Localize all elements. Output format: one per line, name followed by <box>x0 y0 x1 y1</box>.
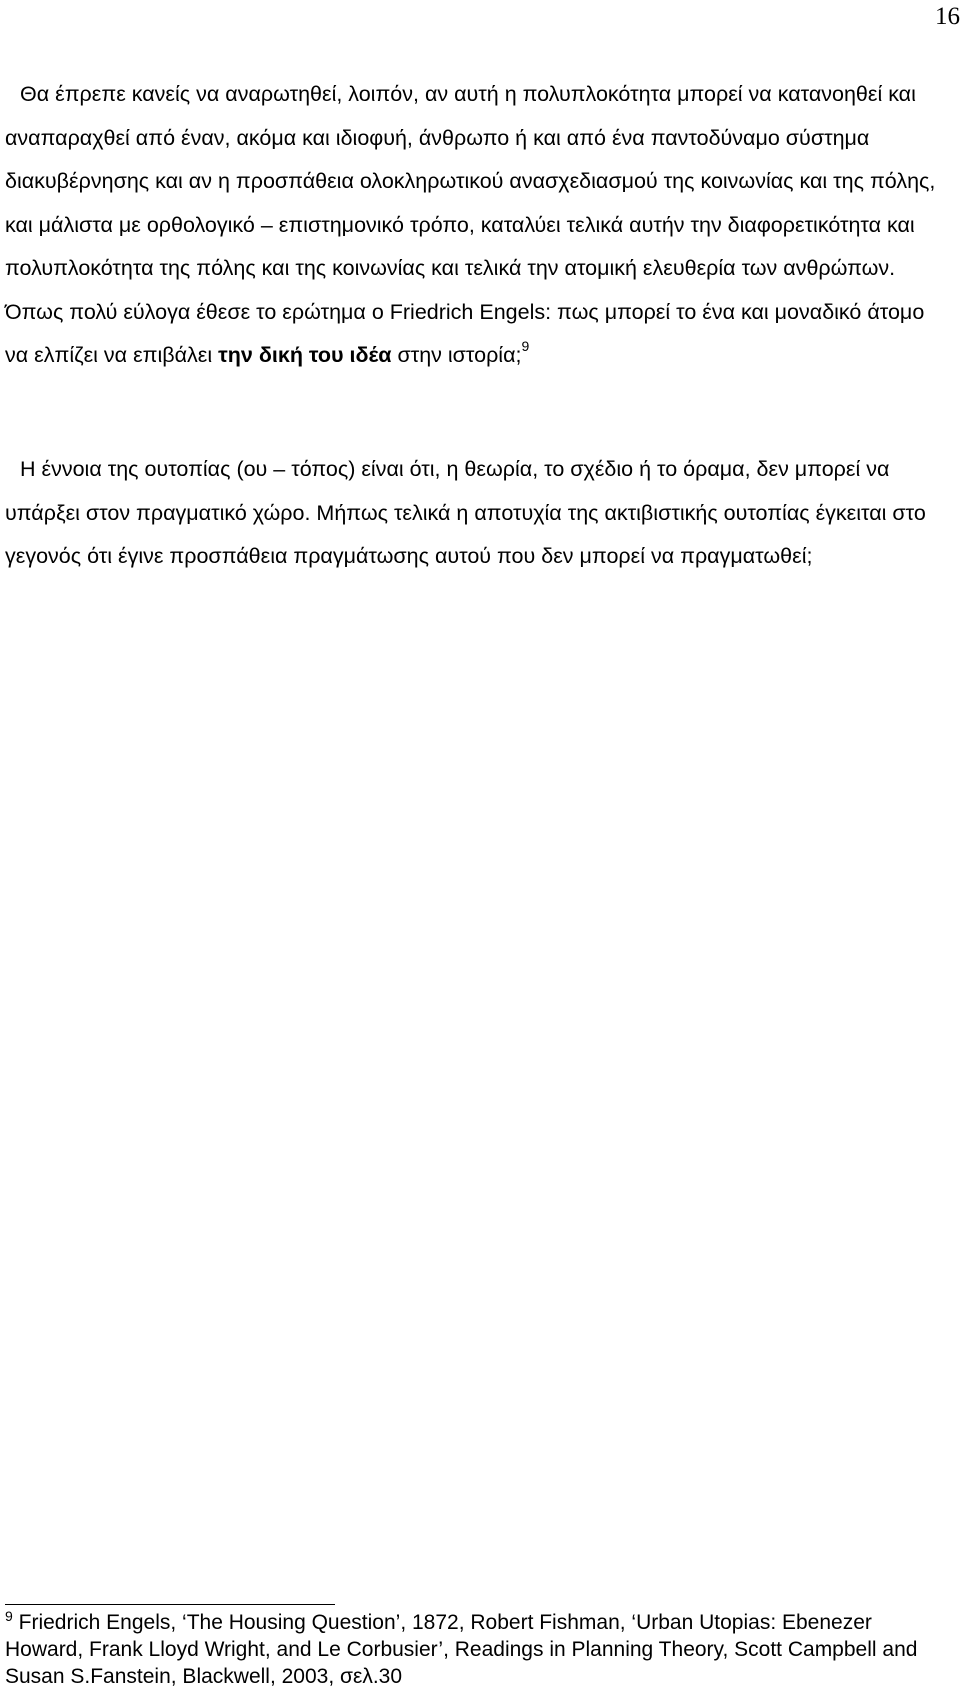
footnote <box>5 1609 955 1690</box>
paragraph-text-end: στην ιστορία; <box>391 343 522 367</box>
footnote-text: Friedrich Engels, ‘The Housing Question’, 1872, Robert Fishman, ‘Urban Utopias: Ebenezer Howard, Frank Lloyd Wright, and Le Corbusier’, Readings in Planning Theory, Scott Campbell and Susan S.Fanstein, Blackwell, 2003, σελ.30 <box>5 1611 918 1688</box>
footnote-reference[interactable]: 9 <box>521 337 530 354</box>
body-paragraph-utopia-definition <box>5 448 945 579</box>
bold-emphasis: την δική του ιδέα <box>218 343 392 367</box>
body-paragraph-utopia-complexity <box>5 73 945 378</box>
paragraph-text: Η έννοια της ουτοπίας (ου – τόπος) είναι ότι, η θεωρία, το σχέδιο ή το όραμα, δεν μπορεί να υπάρξει στον πραγματικό χώρο. Μήπως τελικά η αποτυχία της ακτιβιστικής ουτοπίας έγκειται στο γεγονός ότι έγινε προσπάθεια πραγμάτωσης αυτού που δεν μπορεί να πραγματωθεί; <box>5 457 926 568</box>
footnote-separator <box>5 1604 335 1605</box>
footnote-mark: 9 <box>5 1608 13 1624</box>
page-number: 16 <box>935 3 960 30</box>
paragraph-text: Θα έπρεπε κανείς να αναρωτηθεί, λοιπόν, αν αυτή η πολυπλοκότητα μπορεί να κατανοηθεί και αναπαραχθεί από έναν, ακόμα και ιδιοφυή, άνθρωπο ή και από ένα παντοδύναμο σύστημα διακυβέρνησης και αν η προσπάθεια ολοκληρωτικού ανασχεδιασμού της κοινωνίας και της πόλης, και μάλιστα με ορθολογικό – επιστημονικό τρόπο, καταλύει τελικά αυτήν την διαφορετικότητα και πολυπλοκότητα της πόλης και της κοινωνίας και τελικά την ατομική ελευθερία των ανθρώπων. Όπως πολύ εύλογα έθεσε το ερώτημα ο Friedrich Engels: πως μπορεί το ένα και μοναδικό άτομο να ελπίζει να επιβάλει <box>5 82 936 367</box>
